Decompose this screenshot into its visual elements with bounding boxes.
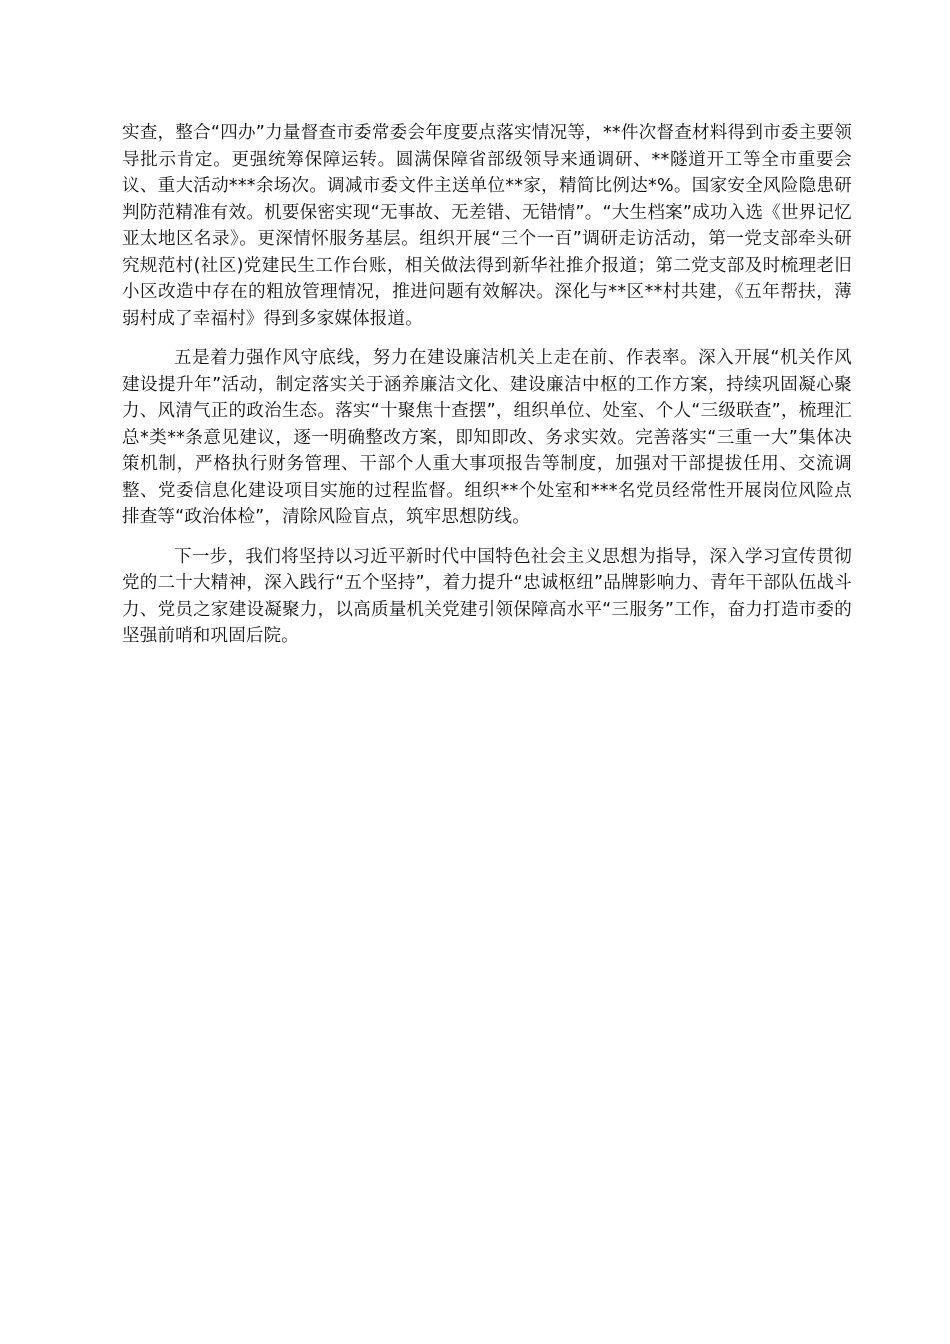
paragraph-continued: 实查，整合“四办”力量督查市委常委会年度要点落实情况等，**件次督查材料得到市委主要领导批示肯定。更强统筹保障运转。圆满保障省部级领导来通调研、**隧道开工等全市重要会议、重大活动***余场次。调减市委文件主送单位**家，精简比例达*%。国家安全风险隐患研判防范精准有效。机要保密实现“无事故、无差错、无错情”。“大生档案”成功入选《世界记忆亚太地区名录》。更深情怀服务基层。组织开展“三个一百”调研走访活动，第一党支部牵头研究规范村(社区)党建民生工作台账，相关做法得到新华社推介报道；第二党支部及时梳理老旧小区改造中存在的粗放管理情况，推进问题有效解决。深化与**区**村共建，《五年帮扶，薄弱村成了幸福村》得到多家媒体报道。 <box>122 123 852 329</box>
document-body <box>122 120 852 663</box>
paragraph-style-integrity: 五是着力强作风守底线，努力在建设廉洁机关上走在前、作表率。深入开展“机关作风建设提升年”活动，制定落实关于涵养廉洁文化、建设廉洁中枢的工作方案，持续巩固凝心聚力、风清气正的政治生态。落实“十聚焦十查摆”，组织单位、处室、个人“三级联查”，梳理汇总*类**条意见建议，逐一明确整改方案，即知即改、务求实效。完善落实“三重一大”集体决策机制，严格执行财务管理、干部个人重大事项报告等制度，加强对干部提拔任用、交流调整、党委信息化建设项目实施的过程监督。组织**个处室和***名党员经常性开展岗位风险点排查等“政治体检”，清除风险盲点，筑牢思想防线。 <box>122 348 852 527</box>
paragraph-next-steps: 下一步，我们将坚持以习近平新时代中国特色社会主义思想为指导，深入学习宣传贯彻党的二十大精神，深入践行“五个坚持”，着力提升“忠诚枢纽”品牌影响力、青年干部队伍战斗力、党员之家建设凝聚力，以高质量机关党建引领保障高水平“三服务”工作，奋力打造市委的坚强前哨和巩固后院。 <box>122 546 852 646</box>
